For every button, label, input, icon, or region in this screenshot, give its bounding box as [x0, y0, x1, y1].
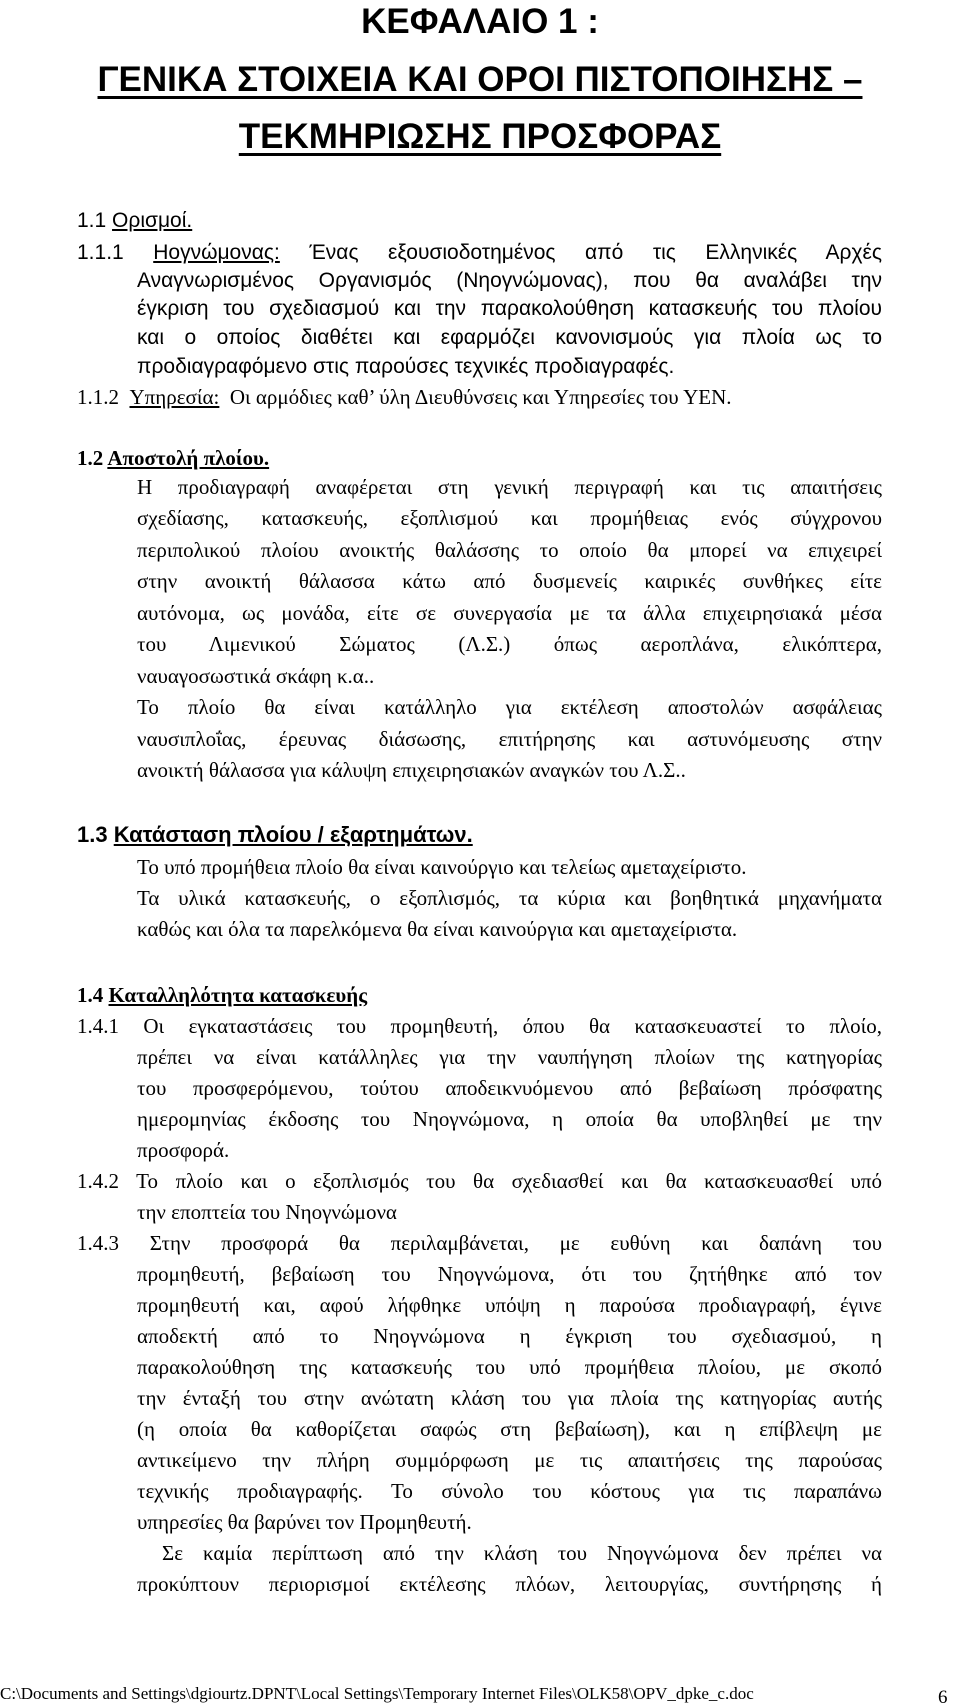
text-line: προσφορά. — [137, 1138, 230, 1162]
text-line: αντικείμενο την πλήρη συμμόρφωση με τις απαιτήσεις της παρούσας — [137, 1448, 882, 1472]
section-title: Κατάσταση πλοίου / εξαρτημάτων. — [113, 822, 473, 847]
text-line: στην ανοικτή θάλασσα κάτω από δυσμενείς καιρικές συνθήκες είτε — [137, 569, 882, 593]
text-line: Το υπό προμήθεια πλοίο θα είναι καινούργιο και τελείως αμεταχείριστο. — [137, 855, 747, 879]
section-1-1-heading — [77, 208, 192, 234]
item-text: Οι εγκαταστάσεις του προμηθευτή, όπου θα κατασκευαστεί το πλοίο, — [143, 1014, 883, 1038]
text-line: και ο οποίος διαθέτει και εφαρμόζει κανονισμούς για πλοία ως το — [137, 326, 882, 349]
text-line: ναυαγοσωστικά σκάφη κ.α.. — [137, 664, 375, 688]
item-number: 1.1.1 — [77, 241, 124, 264]
item-number: 1.4.3 — [77, 1231, 119, 1255]
text-line: τεχνικής προδιαγραφής. Το σύνολο του κόστους για τις παραπάνω — [137, 1479, 882, 1503]
section-1-4-heading — [77, 982, 367, 1008]
text-line: ημερομηνίας έκδοσης του Νηογνώμονα, η οποία θα υποβληθεί με την — [137, 1107, 882, 1131]
text-line: του Λιμενικού Σώματος (Λ.Σ.) όπως αεροπλάνα, ελικόπτερα, — [137, 632, 882, 656]
section-title: Αποστολή πλοίου. — [107, 446, 270, 470]
text-line: (η οποία θα καθορίζεται σαφώς στη βεβαίωση), και η επίβλεψη με — [137, 1417, 882, 1441]
definition-text: Ένας εξουσιοδοτημένος από τις Ελληνικές Αρχές — [309, 241, 883, 264]
text-line: υπηρεσίες θα βαρύνει τον Προμηθευτή. — [137, 1510, 472, 1534]
item-1-4-1 — [77, 1013, 882, 1039]
section-number: 1.2 — [77, 446, 104, 470]
text-line: ανοικτή θάλασσα για κάλυψη επιχειρησιακών αναγκών του Λ.Σ.. — [137, 758, 686, 782]
text-line: παρακολούθηση της κατασκευής του υπό προμήθεια πλοίου, με σκοπό — [137, 1355, 882, 1379]
item-number: 1.4.2 — [77, 1169, 119, 1193]
text-line: αυτόνομα, ως μονάδα, είτε σε συνεργασία με τα άλλα επιχειρησιακά μέσα — [137, 601, 882, 625]
item-number: 1.1.2 — [77, 385, 119, 409]
section-number: 1.1 — [77, 209, 107, 232]
text-line: Σε καμία περίπτωση από την κλάση του Νηογνώμονα δεν πρέπει να — [162, 1541, 882, 1565]
section-title: Καταλληλότητα κατασκευής — [108, 983, 368, 1007]
text-line: σχεδίασης, κατασκευής, εξοπλισμού και προμήθειας ενός σύγχρονου — [137, 506, 882, 530]
item-1-4-2 — [77, 1168, 882, 1194]
text-line: Αναγνωρισμένος Οργανισμός (Νηογνώμονας), που θα αναλάβει την — [137, 269, 882, 292]
chapter-title-line-2: ΤΕΚΜΗΡΙΩΣΗΣ ΠΡΟΣΦΟΡΑΣ — [238, 117, 722, 156]
text-line: αποδεκτή από το Νηογνώμονα η έγκριση του σχεδιασμού, η — [137, 1324, 882, 1348]
definition-term: Ηογνώμονας: — [153, 241, 280, 264]
section-number: 1.3 — [77, 822, 108, 847]
section-1-3-heading — [77, 822, 473, 848]
text-line: προμηθευτή, βεβαίωση του Νηογνώμονα, ότι του ζητήθηκε από τον — [137, 1262, 882, 1286]
chapter-heading: ΚΕΦΑΛΑΙΟ 1 : — [361, 2, 599, 41]
page-number: 6 — [938, 1687, 948, 1708]
item-1-4-3 — [77, 1230, 882, 1256]
text-line: προμηθευτή και, αφού λήφθηκε υπόψη η παρούσα προδιαγραφή, έγινε — [137, 1293, 882, 1317]
footer-file-path: C:\Documents and Settings\dgiourtz.DPNT\Local Settings\Temporary Internet Files\OLK58\OPV_dpke_c.doc — [0, 1684, 754, 1703]
text-line: ναυσιπλοΐας, έρευνας διάσωσης, επιτήρησης και αστυνόμευσης στην — [137, 727, 882, 751]
definition-term: Υπηρεσία: — [129, 385, 220, 409]
text-line: έγκριση του σχεδιασμού και την παρακολούθηση κατασκευής του πλοίου — [137, 297, 882, 320]
section-title: Ορισμοί. — [112, 209, 193, 232]
item-text: Στην προσφορά θα περιλαμβάνεται, με ευθύνη και δαπάνη του — [149, 1231, 882, 1255]
section-number: 1.4 — [77, 983, 104, 1007]
definition-1-1-1 — [77, 240, 882, 266]
text-line: Το πλοίο θα είναι κατάλληλο για εκτέλεση αποστολών ασφάλειας — [137, 695, 882, 719]
item-text: Το πλοίο και ο εξοπλισμός του θα σχεδιασθεί και θα κατασκευασθεί υπό — [136, 1169, 882, 1193]
text-line: περιπολικού πλοίου ανοικτής θαλάσσης το οποίο θα μπορεί να επιχειρεί — [137, 538, 882, 562]
text-line: την ένταξή του στην ανώτατη κλάση του για πλοία της κατηγορίας αυτής — [137, 1386, 882, 1410]
text-line: προδιαγραφόμενο στις παρούσες τεχνικές προδιαγραφές. — [137, 355, 675, 378]
definition-1-1-2 — [77, 384, 732, 410]
text-line: καθώς και όλα τα παρελκόμενα θα είναι καινούργια και αμεταχείριστα. — [137, 917, 738, 941]
text-line: του προσφερόμενου, τούτου αποδεικνυόμενου από βεβαίωση πρόσφατης — [137, 1076, 882, 1100]
text-line: πρέπει να είναι κατάλληλες για την ναυπήγηση πλοίων της κατηγορίας — [137, 1045, 882, 1069]
text-line: προκύπτουν περιορισμοί εκτέλεσης πλόων, λειτουργίας, συντήρησης ή — [137, 1572, 882, 1596]
chapter-title-line-1: ΓΕΝΙΚΑ ΣΤΟΙΧΕΙΑ ΚΑΙ ΟΡΟΙ ΠΙΣΤΟΠΟΙΗΣΗΣ – — [97, 60, 863, 99]
text-line: την εποπτεία του Νηογνώμονα — [137, 1200, 397, 1224]
section-1-2-heading — [77, 445, 269, 471]
definition-text: Οι αρμόδιες καθ’ ύλη Διευθύνσεις και Υπηρεσίες του ΥΕΝ. — [229, 385, 732, 409]
item-number: 1.4.1 — [77, 1014, 119, 1038]
text-line: Η προδιαγραφή αναφέρεται στη γενική περιγραφή και τις απαιτήσεις — [137, 475, 882, 499]
text-line: Τα υλικά κατασκευής, ο εξοπλισμός, τα κύρια και βοηθητικά μηχανήματα — [137, 886, 882, 910]
